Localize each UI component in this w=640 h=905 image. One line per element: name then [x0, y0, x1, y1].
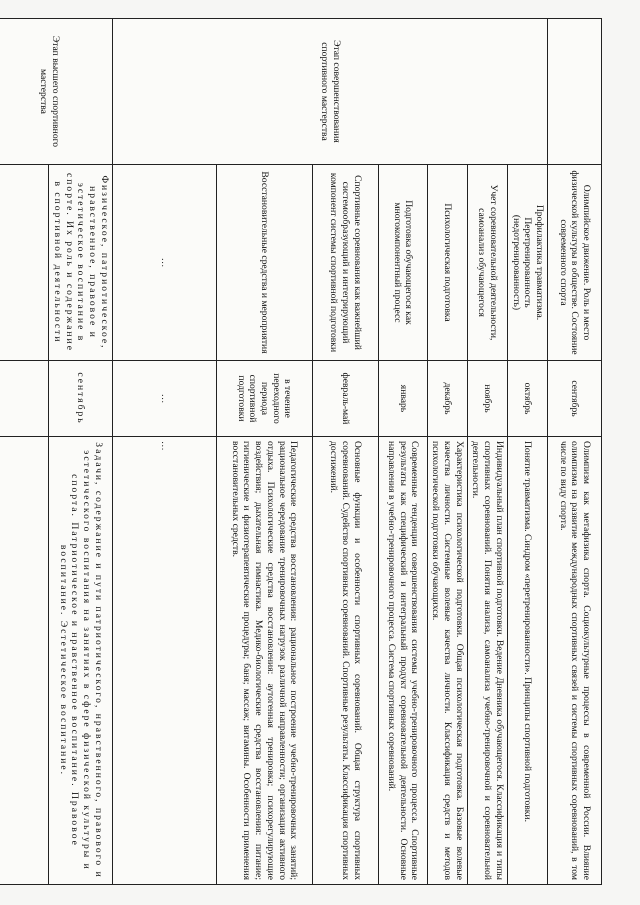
content-cell: Индивидуальный план спортивной подготовки. Ведение Дневника обучающегося. Классификация и типы спортивных соревнований. Понятия анализа, самоанализа учебно-тренировочной и соревновательной деятельности. — [467, 437, 507, 885]
content-cell: Современные тенденции совершенствования системы учебно-тренировочного процесса. Спортивные результаты как специфический и интегральный продукт соревновательной деятельности. Основные направления в учебно-тренировочного процесса. Система спортивных соревнований. — [378, 437, 427, 885]
topic-cell: … — [112, 165, 216, 361]
curriculum-table — [0, 18, 602, 885]
rotated-table-container — [38, 18, 602, 884]
topic-cell: Спортивные соревнования как важнейший системообразующий и интегрирующий компонент системы спортивной подготовки — [312, 165, 378, 361]
content-cell: Олимпизм как метафизика спорта. Социокультурные процессы в современной России. Влияние олимпизма на развитие международных спортивных связей и системы спортивных соревнований, в том числе по виду спорта. — [548, 437, 602, 885]
month-cell: ноябрь — [467, 361, 507, 437]
month-cell: сентябрь — [548, 361, 602, 437]
content-cell: … — [112, 437, 216, 885]
month-cell: февраль-май — [312, 361, 378, 437]
topic-cell: Психологическая подготовка — [427, 165, 467, 361]
stage-cell: Этап высшего спортивного мастерства — [0, 19, 112, 165]
content-cell: Характеристика психологической подготовки. Общая психологическая подготовка. Базовые волевые качества личности. Системные волевые качества личности. Классификация средств и методов психологической подготовки обучающихся. — [427, 437, 467, 885]
content-cell: Понятие травматизма. Синдром «перетренированности». Принципы спортивной подготовки. — [507, 437, 547, 885]
content-cell — [0, 437, 49, 885]
stage-cell — [548, 19, 602, 165]
month-cell: декабрь — [427, 361, 467, 437]
month-cell: … — [112, 361, 216, 437]
table-row — [548, 19, 602, 885]
ellipsis-cell: Задачи, содержание и пути патриотического, нравственного, правового и эстетического воспитания на занятиях в сфере физической культуры и спорта. Патриотическое и нравственное воспитание. Правовое воспитание. Эстетическое воспитание. — [49, 437, 113, 885]
stage-cell: Этап совершенствования спортивного мастерства — [112, 19, 547, 165]
topic-cell: Учет соревновательной деятельности, самоанализ обучающегося — [467, 165, 507, 361]
topic-cell: Олимпийское движение. Роль и место физической культуры в обществе. Состояние современного спорта — [548, 165, 602, 361]
month-cell: октябрь — [507, 361, 547, 437]
topic-cell: Профилактика травматизма. Перетренированность (недотренированность) — [507, 165, 547, 361]
month-cell — [0, 361, 49, 437]
content-cell: Основные функции и особенности спортивных соревнований. Общая структура спортивных соревнований. Судейство спортивных соревнований. Спортивные результаты. Классификация спортивных достижений. — [312, 437, 378, 885]
month-cell: в течение переходного периода спортивной подготовки — [216, 361, 312, 437]
ellipsis-cell: Физическое, патриотическое, нравственное, правовое и эстетическое воспитание в спорте. Их роль и содержание в спортивной деятельности — [49, 165, 113, 361]
topic-cell: Подготовка обучающегося как многокомпонентный процесс — [378, 165, 427, 361]
ellipsis-cell: сентябрь — [49, 361, 113, 437]
content-cell: Педагогические средства восстановления: рациональное построение учебно-тренировочных занятий; рациональное чередование тренировочных нагрузок различной направленности; организация активного отдыха. Психологические средства восстановления: аутогенная тренировка; психорегулирующие воздействия; дыхательная гимнастика. Медико-биологические средства восстановления: питание; гигиенические и физиотерапевтические процедуры; баня; массаж; витамины. Особенности применения восстановительных средств. — [216, 437, 312, 885]
month-cell: январь — [378, 361, 427, 437]
topic-cell — [0, 165, 49, 361]
table-row — [507, 19, 547, 885]
table-row — [49, 19, 113, 885]
topic-cell: Восстановительные средства и мероприятия — [216, 165, 312, 361]
